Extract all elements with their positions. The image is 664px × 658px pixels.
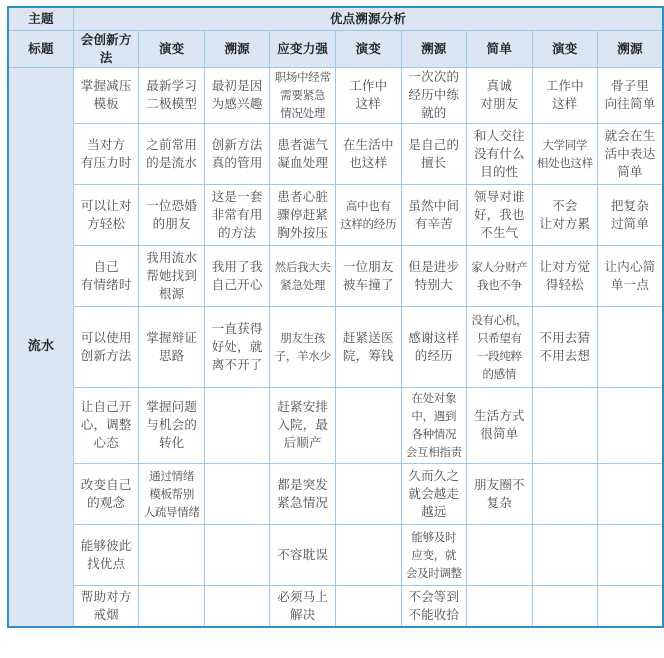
table-cell: 掌握问题 与机会的 转化 — [139, 387, 204, 463]
col-header: 溯源 — [401, 30, 467, 67]
table-cell: 家人分财产 我也不争 — [467, 245, 533, 306]
col-header: 演变 — [335, 30, 401, 67]
table-cell: 让自己开 心，调整 心态 — [73, 387, 139, 463]
table-cell — [204, 387, 270, 463]
table-cell — [467, 524, 533, 585]
table-cell: 一位朋友 被车撞了 — [335, 245, 401, 306]
table-cell: 赶紧安排 入院，最 后顺产 — [270, 387, 336, 463]
table-row — [8, 245, 663, 306]
table-cell: 创新方法 真的管用 — [204, 123, 270, 184]
table-cell: 和人交往 没有什么 目的性 — [467, 123, 533, 184]
table-row — [8, 387, 663, 463]
table-cell: 患者心脏 骤停赶紧 胸外按压 — [270, 184, 336, 245]
table-cell: 掌握辩证 思路 — [139, 306, 204, 387]
table-cell: 必须马上 解决 — [270, 585, 336, 627]
table-cell: 患者滤气 凝血处理 — [270, 123, 336, 184]
table-cell: 最初是因 为感兴趣 — [204, 67, 270, 123]
table-cell: 是自己的 擅长 — [401, 123, 467, 184]
table-cell — [598, 585, 663, 627]
table-row — [8, 463, 663, 524]
table-cell: 之前常用 的是流水 — [139, 123, 204, 184]
col-header: 会创新方法 — [73, 30, 139, 67]
table-cell: 真诚 对朋友 — [467, 67, 533, 123]
table-cell — [335, 387, 401, 463]
table-cell: 不会 让对方累 — [532, 184, 597, 245]
table-cell: 不用去猜 不用去想 — [532, 306, 597, 387]
table-row — [8, 524, 663, 585]
table-cell: 久而久之 就会越走 越远 — [401, 463, 467, 524]
col-header: 应变力强 — [270, 30, 336, 67]
col-header: 溯源 — [204, 30, 270, 67]
table-cell: 改变自己 的观念 — [73, 463, 139, 524]
table-cell: 朋友圈不 复杂 — [467, 463, 533, 524]
table-cell: 但是进步 特别大 — [401, 245, 467, 306]
col-header: 简单 — [467, 30, 533, 67]
table-cell: 都是突发 紧急情况 — [270, 463, 336, 524]
table-row — [8, 585, 663, 627]
table-cell: 最新学习 二极模型 — [139, 67, 204, 123]
table-cell: 帮助对方 戒烟 — [73, 585, 139, 627]
table-cell: 一位恐婚 的朋友 — [139, 184, 204, 245]
table-cell: 虽然中间 有辛苦 — [401, 184, 467, 245]
title-label: 标题 — [8, 30, 73, 67]
table-cell: 在生活中 也这样 — [335, 123, 401, 184]
table-cell: 把复杂 过简单 — [598, 184, 663, 245]
table-cell: 一次次的 经历中练 就的 — [401, 67, 467, 123]
side-label: 流水 — [8, 67, 73, 627]
table-cell — [204, 463, 270, 524]
table-cell — [598, 387, 663, 463]
table-cell: 当对方 有压力时 — [73, 123, 139, 184]
theme-value: 优点溯源分析 — [73, 7, 663, 30]
table-cell: 不容耽误 — [270, 524, 336, 585]
table-cell: 在处对象 中，遇到 各种情况 会互相指责 — [401, 387, 467, 463]
table-cell — [598, 463, 663, 524]
table-cell — [532, 524, 597, 585]
table-cell — [139, 524, 204, 585]
table-cell: 领导对谁 好，我也 不生气 — [467, 184, 533, 245]
col-header: 溯源 — [598, 30, 663, 67]
table-cell — [532, 463, 597, 524]
table-cell — [335, 463, 401, 524]
table-row — [8, 123, 663, 184]
table-cell: 我用了我 自己开心 — [204, 245, 270, 306]
table-cell — [598, 306, 663, 387]
table-cell — [204, 585, 270, 627]
table-cell: 工作中 这样 — [335, 67, 401, 123]
col-header: 演变 — [139, 30, 204, 67]
table-row — [8, 184, 663, 245]
table-cell: 工作中 这样 — [532, 67, 597, 123]
table-cell: 让内心简 单一点 — [598, 245, 663, 306]
table-cell: 没有心机， 只希望有 一段纯粹 的感情 — [467, 306, 533, 387]
table-cell: 自己 有情绪时 — [73, 245, 139, 306]
table-cell: 感谢这样 的经历 — [401, 306, 467, 387]
table-cell — [204, 524, 270, 585]
table-cell: 高中也有 这样的经历 — [335, 184, 401, 245]
table-cell: 不会等到 不能收拾 — [401, 585, 467, 627]
table-cell: 就会在生 活中表达 简单 — [598, 123, 663, 184]
table-cell: 一直获得 好处，就 离不开了 — [204, 306, 270, 387]
table-cell — [532, 387, 597, 463]
analysis-table — [7, 6, 664, 628]
table-cell — [139, 585, 204, 627]
table-cell: 大学同学 相处也这样 — [532, 123, 597, 184]
table-cell — [532, 585, 597, 627]
table-cell: 让对方觉 得轻松 — [532, 245, 597, 306]
col-header: 演变 — [532, 30, 597, 67]
table-cell — [598, 524, 663, 585]
table-cell: 掌握减压 模板 — [73, 67, 139, 123]
table-cell: 通过情绪 模板帮别 人疏导情绪 — [139, 463, 204, 524]
table-cell: 生活方式 很简单 — [467, 387, 533, 463]
table-cell — [335, 524, 401, 585]
table-cell: 骨子里 向往简单 — [598, 67, 663, 123]
table-cell — [335, 585, 401, 627]
table-cell: 能够及时 应变，就 会及时调整 — [401, 524, 467, 585]
table-cell: 我用流水 帮她找到 根源 — [139, 245, 204, 306]
table-row — [8, 67, 663, 123]
table-cell: 朋友生孩 子，羊水少 — [270, 306, 336, 387]
table-cell: 然后我大夫 紧急处理 — [270, 245, 336, 306]
table-cell — [467, 585, 533, 627]
theme-label: 主题 — [8, 7, 73, 30]
table-cell: 赶紧送医 院，筹钱 — [335, 306, 401, 387]
table-cell: 职场中经常 需要紧急 情况处理 — [270, 67, 336, 123]
table-cell: 可以让对 方轻松 — [73, 184, 139, 245]
table-row — [8, 306, 663, 387]
table-cell: 可以使用 创新方法 — [73, 306, 139, 387]
table-cell: 能够彼此 找优点 — [73, 524, 139, 585]
table-cell: 这是一套 非常有用 的方法 — [204, 184, 270, 245]
